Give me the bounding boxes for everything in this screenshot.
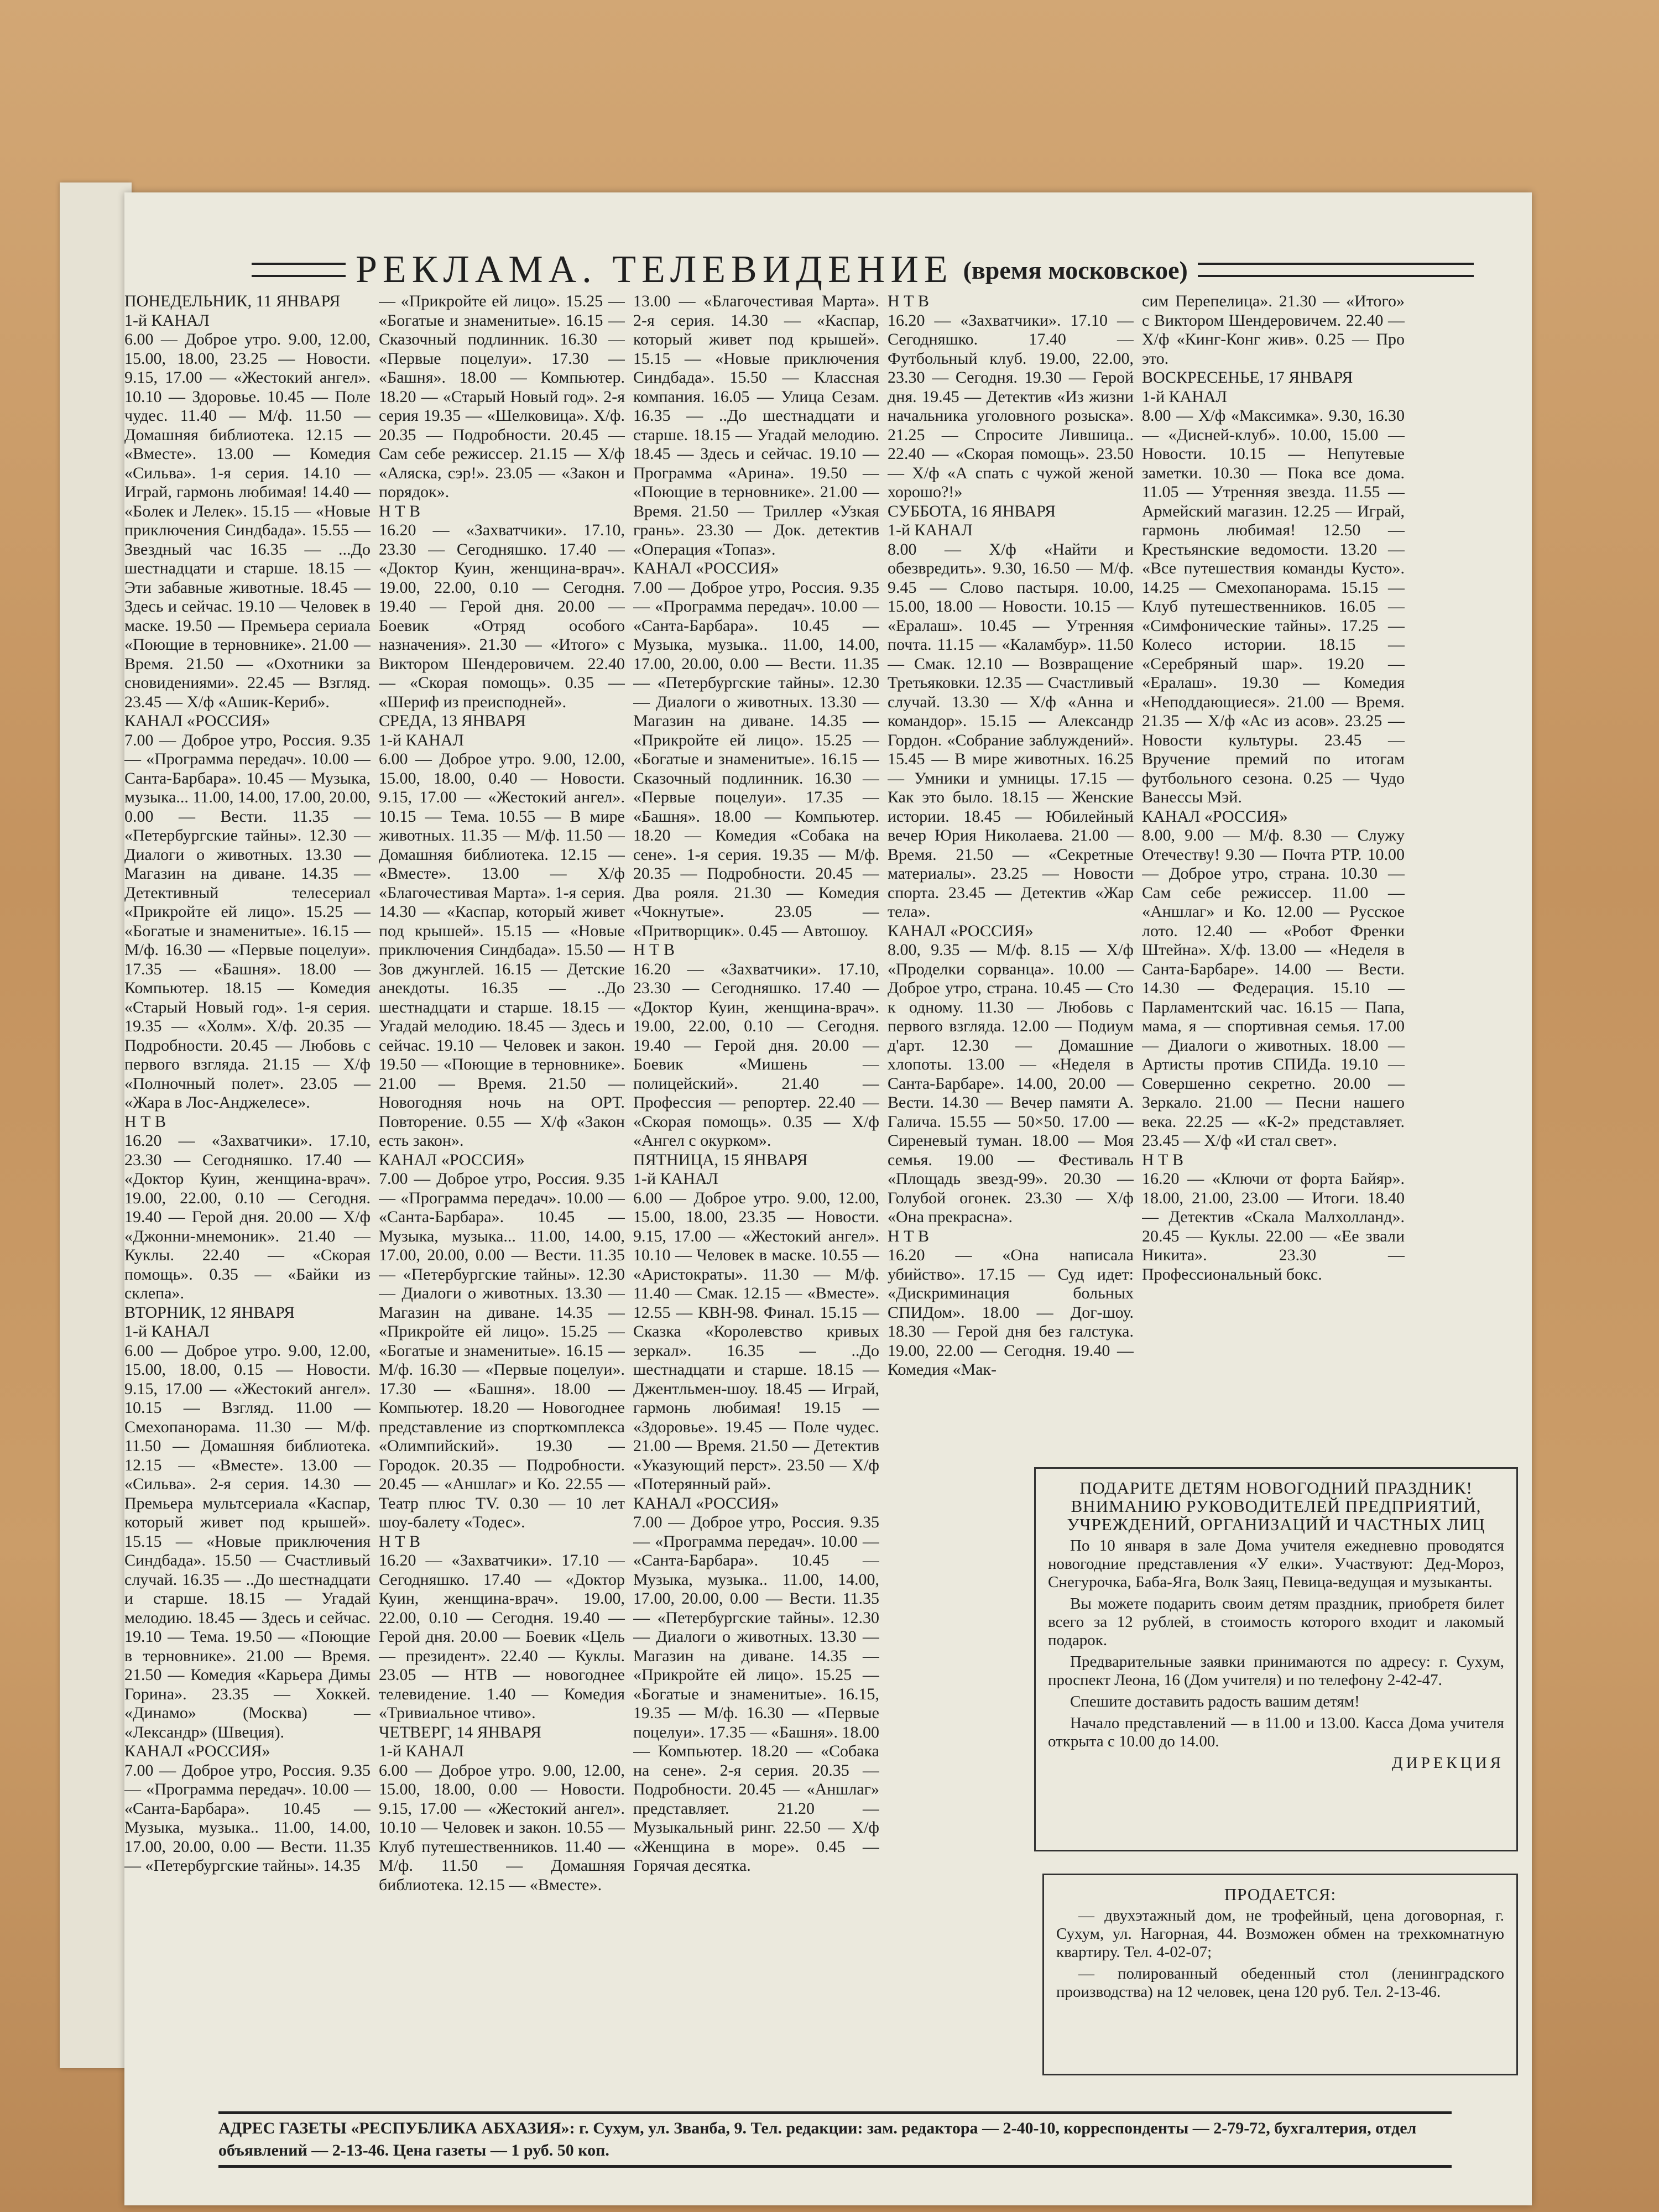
header-rule-right xyxy=(1198,263,1474,277)
column-4 xyxy=(888,292,1134,1564)
footer-rule xyxy=(218,2165,1452,2168)
ad-paragraph: По 10 января в зале Дома учителя ежедневно проводятся новогодние представления «У елки». Участвуют: Дед-Мороз, Снегурочка, Баба-Яга, Волк Заяц, Певица-ведущая и музыканты. xyxy=(1048,1537,1504,1591)
ad-paragraph: Предварительные заявки принимаются по адресу: г. Сухум, проспект Леона, 16 (Дом учителя) и по телефону 2-42-47. xyxy=(1048,1653,1504,1689)
ad-heading: ПОДАРИТЕ ДЕТЯМ НОВОГОДНИЙ ПРАЗДНИК! ВНИМАНИЮ РУКОВОДИТЕЛЕЙ ПРЕДПРИЯТИЙ, УЧРЕЖДЕНИЙ, ОРГАНИЗАЦИЙ И ЧАСТНЫХ ЛИЦ xyxy=(1067,1478,1485,1534)
ad-paragraph: Спешите доставить радость вашим детям! xyxy=(1070,1693,1360,1710)
ad-paragraph: Начало представлений — в 11.00 и 13.00. Касса Дома учителя открыта с 10.00 до 14.00. xyxy=(1048,1714,1504,1750)
newspaper-page xyxy=(124,192,1532,2205)
sale-item: — полированный обеденный стол (ленинградского производства) на 12 человек, цена 120 руб. Тел. 2-13-46. xyxy=(1056,1965,1504,2001)
page-title: РЕКЛАМА. ТЕЛЕВИДЕНИЕ xyxy=(356,248,953,291)
underlying-page xyxy=(60,182,132,2068)
page-subtitle: (время московское) xyxy=(963,255,1188,284)
newspaper-footer xyxy=(218,2111,1452,2168)
sale-heading: ПРОДАЕТСЯ: xyxy=(1224,1885,1337,1904)
footer-address: АДРЕС ГАЗЕТЫ «РЕСПУБЛИКА АБХАЗИЯ»: г. Сухум, ул. Званба, 9. Тел. редакции: зам. редактора — 2-40-10, корреспонденты — 2-79-72, бухгалтерия, отдел объявлений — 2-13-46. Цена газеты — 1 руб. 50 коп. xyxy=(218,2119,1417,2159)
ad-signature: ДИРЕКЦИЯ xyxy=(1391,1754,1504,1772)
ad-paragraph: Вы можете подарить своим детям праздник, приобретя билет всего за 12 рублей, в стоимость которого входит и лакомый подарок. xyxy=(1048,1595,1504,1649)
for-sale-ad xyxy=(1042,1874,1518,2075)
column-text: — «Прикройте ей лицо». 15.25 — «Богатые и знаменитые». 16.15 — Сказочный подлинник. 16.30 — «Первые поцелуи». 17.30 — «Башня». 18.00 — Компьютер. 18.20 — «Старый Новый год». 2-я серия 19.35 — «Шелковица». Х/ф. 20.35 — Подробности. 20.45 — Сам себе режиссер. 21.15 — Х/ф «Аляска, сэр!». 23.05 — «Закон и порядок». Н Т В 16.20 — «Захватчики». 17.10, 23.30 — Сегодняшко. 17.40 — «Доктор Куин, женщина-врач». 19.00, 22.00, 0.10 — Сегодня. 19.40 — Герой дня. 20.00 — Боевик «Отряд особого назначения». 21.30 — «Итого» с Виктором Шендеровичем. 22.40 — «Скорая помощь». 0.35 — «Шериф из преисподней». СРЕДА, 13 ЯНВАРЯ 1-й КАНАЛ 6.00 — Доброе утро. 9.00, 12.00, 15.00, 18.00, 0.40 — Новости. 9.15, 17.00 — «Жестокий ангел». 10.15 — Тема. 10.55 — В мире животных. 11.35 — М/ф. 11.50 — Домашняя библиотека. 12.15 — «Вместе». 13.00 — Х/ф «Благочестивая Марта». 1-я серия. 14.30 — «Каспар, который живет под крышей». 15.15 — «Новые приключения Синдбада». 15.50 — Зов джунглей. 16.15 — Детские анекдоты. 16.35 — ..До шестнадцати и старше. 18.15 — Угадай мелодию. 18.45 — Здесь и сейчас. 19.10 — Человек и закон. 19.50 — «Поющие в терновнике». 21.00 — Время. 21.50 — Новогодняя ночь на ОРТ. Повторение. 0.55 — Х/ф «Закон есть закон». КАНАЛ «РОССИЯ» 7.00 — Доброе утро, Россия. 9.35 — «Программа передач». 10.00 — «Санта-Барбара». 10.45 — Музыка, музыка... 11.00, 14.00, 17.00, 20.00, 0.00 — Вести. 11.35 — «Петербургские тайны». 12.30 — Диалоги о животных. 13.30 — Магазин на диване. 14.35 — «Прикройте ей лицо». 15.25 — «Богатые и знаменитые». 16.15 — М/ф. 16.30 — «Первые поцелуи». 17.30 — «Башня». 18.00 — Компьютер. 18.20 — Новогоднее представление из спорткомплекса «Олимпийский». 19.30 — Городок. 20.35 — Подробности. 20.45 — «Аншлаг» и Ко. 22.55 — Театр плюс TV. 0.30 — 10 лет шоу-балету «Тодес». Н Т В 16.20 — «Захватчики». 17.10 — Сегодняшко. 17.40 — «Доктор Куин, женщина-врач». 19.00, 22.00, 0.10 — Сегодня. 19.40 — Герой дня. 20.00 — Боевик «Цель — президент». 22.40 — Куклы. 23.05 — НТВ — новогоднее телевидение. 1.40 — Комедия «Тривиальное чтиво». ЧЕТВЕРГ, 14 ЯНВАРЯ 1-й КАНАЛ 6.00 — Доброе утро. 9.00, 12.00, 15.00, 18.00, 0.00 — Новости. 9.15, 17.00 — «Жестокий ангел». 10.10 — Человек и закон. 10.55 — Клуб путешественников. 11.40 — М/ф. 11.50 — Домашняя библиотека. 12.15 — «Вместе». xyxy=(379,292,625,1894)
header-rule-left xyxy=(252,263,346,277)
column-3 xyxy=(633,292,879,2117)
column-text: ПОНЕДЕЛЬНИК, 11 ЯНВАРЯ 1-й КАНАЛ 6.00 — Доброе утро. 9.00, 12.00, 15.00, 18.00, 23.25 — Новости. 9.15, 17.00 — «Жестокий ангел». 10.10 — Здоровье. 10.45 — Поле чудес. 11.40 — М/ф. 11.50 — Домашняя библиотека. 12.15 — «Вместе». 13.00 — Комедия «Сильва». 1-я серия. 14.10 — Играй, гармонь любимая! 14.40 — «Болек и Лелек». 15.15 — «Новые приключения Синдбада». 15.55 — Звездный час 16.35 — ...До шестнадцати и старше. 18.15 — Эти забавные животные. 18.45 — Здесь и сейчас. 19.10 — Человек в маске. 19.50 — Премьера сериала «Поющие в терновнике». 21.00 — Время. 21.50 — «Охотники за сновидениями». 22.45 — Взгляд. 23.45 — Х/ф «Ашик-Кериб». КАНАЛ «РОССИЯ» 7.00 — Доброе утро, Россия. 9.35 — «Программа передач». 10.00 — Санта-Барбара». 10.45 — Музыка, музыка... 11.00, 14.00, 17.00, 20.00, 0.00 — Вести. 11.35 — «Петербургские тайны». 12.30 — Диалоги о животных. 13.30 — Магазин на диване. 14.35 — Детективный телесериал «Прикройте ей лицо». 15.25 — «Богатые и знаменитые». 16.15 — М/ф. 16.30 — «Первые поцелуи». 17.35 — «Башня». 18.00 — Компьютер. 18.15 — Комедия «Старый Новый год». 1-я серия. 19.35 — «Холм». Х/ф. 20.35 — Подробности. 20.45 — Любовь с первого взгляда. 21.15 — Х/ф «Полночный полет». 23.05 — «Жара в Лос-Анджелесе». Н Т В 16.20 — «Захватчики». 17.10, 23.30 — Сегодняшко. 17.40 — «Доктор Куин, женщина-врач». 19.00, 22.00, 0.10 — Сегодня. 19.40 — Герой дня. 20.00 — Х/ф «Джонни-мнемоник». 21.40 — Куклы. 22.40 — «Скорая помощь». 0.35 — «Байки из склепа». ВТОРНИК, 12 ЯНВАРЯ 1-й КАНАЛ 6.00 — Доброе утро. 9.00, 12.00, 15.00, 18.00, 0.15 — Новости. 9.15, 17.00 — «Жестокий ангел». 10.15 — Взгляд. 11.00 — Смехопанорама. 11.30 — М/ф. 11.50 — Домашняя библиотека. 12.15 — «Вместе». 13.00 — «Сильва». 2-я серия. 14.30 — Премьера мультсериала «Каспар, который живет под крышей». 15.15 — «Новые приключения Синдбада». 15.50 — Счастливый случай. 16.35 — ..До шестнадцати и старше. 18.15 — Угадай мелодию. 18.45 — Здесь и сейчас. 19.10 — Тема. 19.50 — «Поющие в терновнике». 21.00 — Время. 21.50 — Комедия «Карьера Димы Горина». 23.35 — Хоккей. «Динамо» (Москва) — «Лександр» (Швеция). КАНАЛ «РОССИЯ» 7.00 — Доброе утро, Россия. 9.35 — «Программа передач». 10.00 — «Санта-Барбара». 10.45 — Музыка, музыка.. 11.00, 14.00, 17.00, 20.00, 0.00 — Вести. 11.35 — «Петербургские тайны». 14.35 xyxy=(124,292,371,1875)
column-2 xyxy=(379,292,625,2117)
sale-item: — двухэтажный дом, не трофейный, цена договорная, г. Сухум, ул. Нагорная, 44. Возможен обмен на трехкомнатную квартиру. Тел. 4-02-07; xyxy=(1056,1907,1504,1961)
page-header xyxy=(252,248,1474,292)
column-5 xyxy=(1142,292,1405,1459)
column-text: 13.00 — «Благочестивая Марта». 2-я серия. 14.30 — «Каспар, который живет под крышей». 15.15 — «Новые приключения Синдбада». 15.50 — Классная компания. 16.05 — Улица Сезам. 16.35 — ..До шестнадцати и старше. 18.15 — Угадай мелодию. 18.45 — Здесь и сейчас. 19.10 — Программа «Арина». 19.50 — «Поющие в терновнике». 21.00 — Время. 21.50 — Триллер «Узкая грань». 23.30 — Док. детектив «Операция «Топаз». КАНАЛ «РОССИЯ» 7.00 — Доброе утро, Россия. 9.35 — «Программа передач». 10.00 — «Санта-Барбара». 10.45 — Музыка, музыка.. 11.00, 14.00, 17.00, 20.00, 0.00 — Вести. 11.35 — «Петербургские тайны». 12.30 — Диалоги о животных. 13.30 — Магазин на диване. 14.35 — «Прикройте ей лицо». 15.25 — «Богатые и знаменитые». 16.15 — Сказочный подлинник. 16.30 — «Первые поцелуи». 17.35 — «Башня». 18.00 — Компьютер. 18.20 — Комедия «Собака на сене». 1-я серия. 19.35 — М/ф. 20.35 — Подробности. 20.45 — Два рояля. 21.30 — Комедия «Чокнутые». 23.05 — «Притворщик». 0.45 — Автошоу. Н Т В 16.20 — «Захватчики». 17.10, 23.30 — Сегодняшко. 17.40 — «Доктор Куин, женщина-врач». 19.00, 22.00, 0.10 — Сегодня. 19.40 — Герой дня. 20.00 — Боевик «Мишень — полицейский». 21.40 — Профессия — репортер. 22.40 — «Скорая помощь». 0.35 — Х/ф «Ангел с окурком». ПЯТНИЦА, 15 ЯНВАРЯ 1-й КАНАЛ 6.00 — Доброе утро. 9.00, 12.00, 15.00, 18.00, 23.35 — Новости. 9.15, 17.00 — «Жестокий ангел». 10.10 — Человек в маске. 10.55 — «Аристократы». 11.30 — М/ф. 11.40 — Смак. 12.15 — «Вместе». 12.55 — КВН-98. Финал. 15.15 — Сказка «Королевство кривых зеркал». 16.35 — ..До шестнадцати и старше. 18.15 — Джентльмен-шоу. 18.45 — Играй, гармонь любимая! 19.15 — «Здоровье». 19.45 — Поле чудес. 21.00 — Время. 21.50 — Детектив «Указующий перст». 23.50 — Х/ф «Потерянный рай». КАНАЛ «РОССИЯ» 7.00 — Доброе утро, Россия. 9.35 — «Программа передач». 10.00 — «Санта-Барбара». 10.45 — Музыка, музыка.. 11.00, 14.00, 17.00, 20.00, 0.00 — Вести. 11.35 — «Петербургские тайны». 12.30 — Диалоги о животных. 13.30 — Магазин на диване. 14.35 — «Прикройте ей лицо». 15.25 — «Богатые и знаменитые». 16.15, 19.35 — М/ф. 16.30 — «Первые поцелуи». 17.35 — «Башня». 18.00 — Компьютер. 18.20 — «Собака на сене». 2-я серия. 20.35 — Подробности. 20.45 — «Аншлаг» представляет. 21.20 — Музыкальный ринг. 22.50 — Х/ф «Женщина в море». 0.45 — Горячая десятка. xyxy=(633,292,879,1875)
column-1 xyxy=(124,292,371,2117)
new-year-ad xyxy=(1034,1467,1518,1851)
column-text: Н Т В 16.20 — «Захватчики». 17.10 — Сегодняшко. 17.40 — Футбольный клуб. 19.00, 22.00, 23.30 — Сегодня. 19.30 — Герой дня. 19.45 — Детектив «Из жизни начальника уголовного розыска». 21.25 — Спросите Лившица.. 22.40 — «Скорая помощь». 23.50 — Х/ф «А спать с чужой женой хорошо?!» СУББОТА, 16 ЯНВАРЯ 1-й КАНАЛ 8.00 — Х/ф «Найти и обезвредить». 9.30, 16.50 — М/ф. 9.45 — Слово пастыря. 10.00, 15.00, 18.00 — Новости. 10.15 — «Ералаш». 10.45 — Утренняя почта. 11.15 — «Каламбур». 11.50 — Смак. 12.10 — Возвращение Третьяковки. 12.35 — Счастливый случай. 13.30 — Х/ф «Анна и командор». 15.15 — Александр Гордон. «Собрание заблуждений». 15.45 — В мире животных. 16.25 — Умники и умницы. 17.15 — Как это было. 18.15 — Женские истории. 18.45 — Юбилейный вечер Юрия Николаева. 21.00 — Время. 21.50 — «Секретные материалы». 23.25 — Новости спорта. 23.45 — Детектив «Жар тела». КАНАЛ «РОССИЯ» 8.00, 9.35 — М/ф. 8.15 — Х/ф «Проделки сорванца». 10.00 — Доброе утро, страна. 10.45 — Сто к одному. 11.30 — Любовь с первого взгляда. 12.00 — Подиум д'арт. 12.30 — Домашние хлопоты. 13.00 — «Неделя в Санта-Барбаре». 14.00, 20.00 — Вести. 14.30 — Вечер памяти А. Галича. 15.55 — 50×50. 17.00 — Сиреневый туман. 18.00 — Моя семья. 19.00 — Фестиваль «Площадь звезд-99». 20.30 — Голубой огонек. 23.30 — Х/ф «Она прекрасна». Н Т В 16.20 — «Она написала убийство». 17.15 — Суд идет: «Дискриминация больных СПИДом». 18.00 — Дог-шоу. 18.30 — Герой дня без галстука. 19.00, 22.00 — Сегодня. 19.40 — Комедия «Мак- xyxy=(888,292,1134,1379)
column-text: сим Перепелица». 21.30 — «Итого» с Виктором Шендеровичем. 22.40 — Х/ф «Кинг-Конг жив». 0.25 — Про это. ВОСКРЕСЕНЬЕ, 17 ЯНВАРЯ 1-й КАНАЛ 8.00 — Х/ф «Максимка». 9.30, 16.30 — «Дисней-клуб». 10.00, 15.00 — Новости. 10.15 — Непутевые заметки. 10.30 — Пока все дома. 11.05 — Утренняя звезда. 11.55 — Армейский магазин. 12.25 — Играй, гармонь любимая! 12.50 — Крестьянские ведомости. 13.20 — «Все путешествия команды Кусто». 14.25 — Смехопанорама. 15.15 — Клуб путешественников. 16.05 — «Симфонические тайны». 17.25 — Колесо истории. 18.15 — «Серебряный шар». 19.20 — «Ералаш». 19.30 — Комедия «Неподдающиеся». 21.00 — Время. 21.35 — Х/ф «Ас из асов». 23.25 — Новости культуры. 23.45 — Вручение премий по итогам футбольного сезона. 0.25 — Чудо Ванессы Мэй. КАНАЛ «РОССИЯ» 8.00, 9.00 — М/ф. 8.30 — Служу Отечеству! 9.30 — Почта РТР. 10.00 — Доброе утро, страна. 10.30 — Сам себе режиссер. 11.00 — «Аншлаг» и Ко. 12.00 — Русское лото. 12.40 — «Робот Френки Штейна». Х/ф. 13.00 — «Неделя в Санта-Барбаре». 14.00 — Вести. 14.30 — Федерация. 15.10 — Парламентский час. 16.15 — Папа, мама, я — спортивная семья. 17.00 — Диалоги о животных. 18.00 — Артисты против СПИДа. 19.10 — Совершенно секретно. 20.00 — Зеркало. 21.00 — Песни нашего века. 22.25 — «К-2» представляет. 23.45 — Х/ф «И стал свет». Н Т В 16.20 — «Ключи от форта Байяр». 18.00, 21.00, 23.00 — Итоги. 18.40 — Детектив «Скала Малхолланд». 20.45 — Куклы. 22.00 — «Ее звали Никита». 23.30 — Профессиональный бокс. xyxy=(1142,292,1405,1284)
